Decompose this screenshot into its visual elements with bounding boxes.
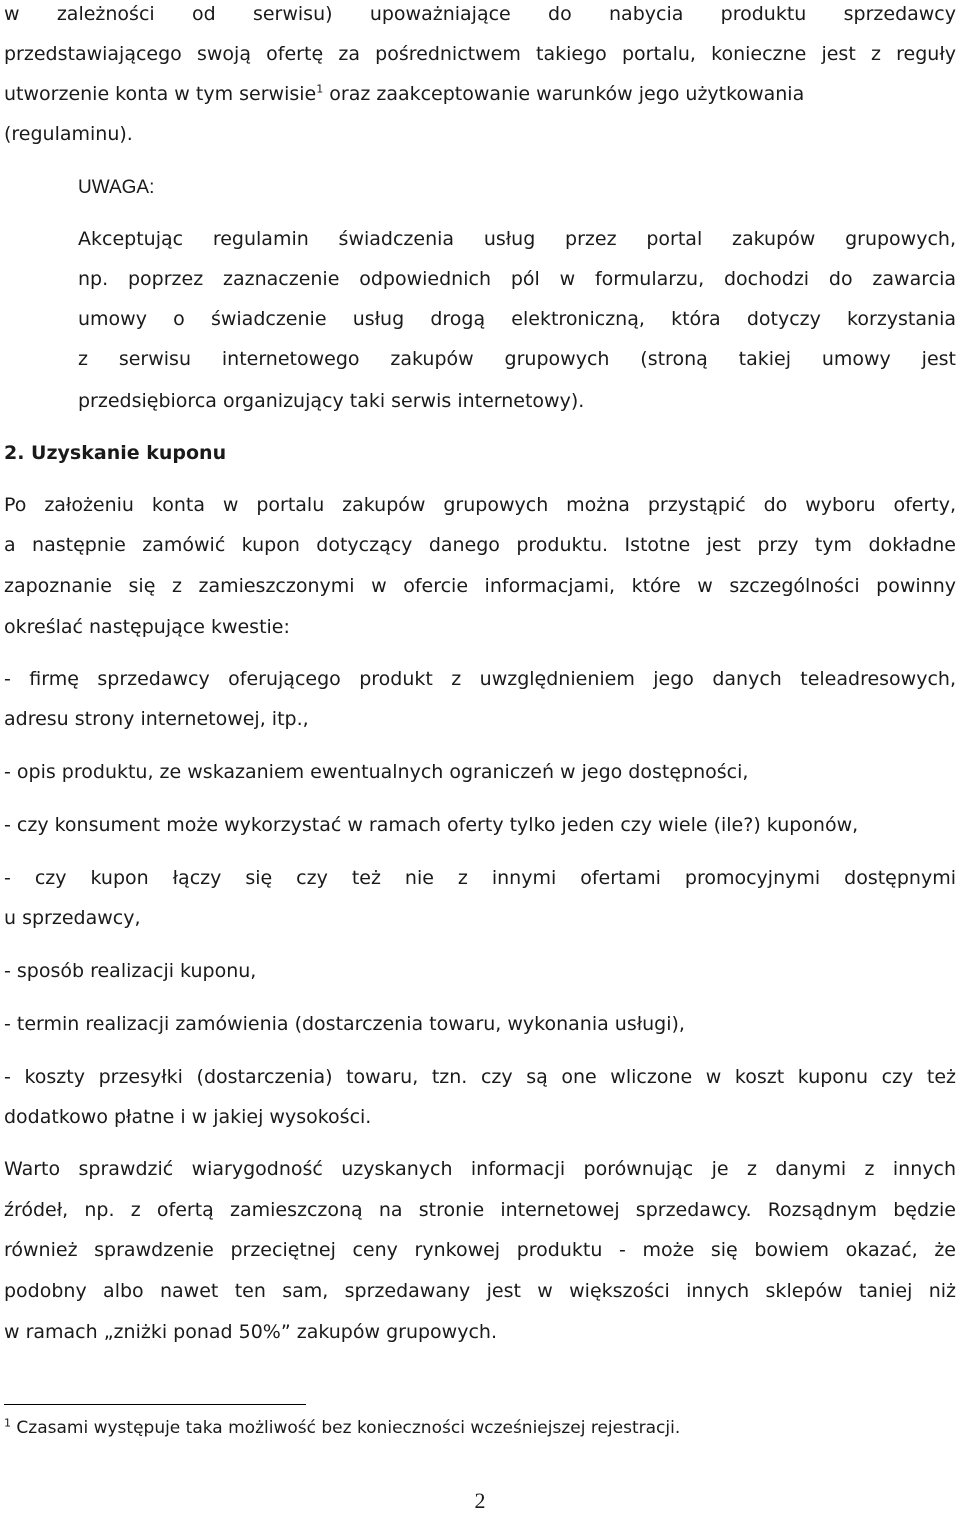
notice-line-2: np. poprzez zaznaczenie odpowiednich pól w formularzu, dochodzi do zawarcia <box>78 268 956 290</box>
bullet-1-line-2: adresu strony internetowej, itp., <box>4 708 309 730</box>
bullet-5: - sposób realizacji kuponu, <box>4 960 257 982</box>
page-number: 2 <box>474 1488 486 1513</box>
intro-line-4: (regulaminu). <box>4 123 133 145</box>
bullet-4-line-2: u sprzedawcy, <box>4 907 141 929</box>
bullet-7-line-1: - koszty przesyłki (dostarczenia) towaru, tzn. czy są one wliczone w koszt kuponu czy też <box>4 1066 956 1088</box>
para1-line-3: zapoznanie się z zamieszczonymi w ofercie informacjami, które w szczególności powinny <box>4 575 956 597</box>
notice-title: UWAGA: <box>78 177 155 198</box>
para2-line-5: w ramach „zniżki ponad 50%” zakupów grupowych. <box>4 1321 497 1343</box>
para2-line-2: źródeł, np. z ofertą zamieszczoną na stronie internetowej sprzedawcy. Rozsądnym będzie <box>4 1199 956 1221</box>
intro-line-2: przedstawiającego swoją ofertę za pośrednictwem takiego portalu, konieczne jest z reguły <box>4 43 956 65</box>
section-heading: 2. Uzyskanie kuponu <box>4 442 227 464</box>
intro-line-3 <box>4 82 960 106</box>
notice-line-3: umowy o świadczenie usług drogą elektroniczną, która dotyczy korzystania <box>78 308 956 330</box>
bullet-2: - opis produktu, ze wskazaniem ewentualnych ograniczeń w jego dostępności, <box>4 761 749 783</box>
para2-line-1: Warto sprawdzić wiarygodność uzyskanych informacji porównując je z danymi z innych <box>4 1158 956 1180</box>
para1-line-1: Po założeniu konta w portalu zakupów grupowych można przystąpić do wyboru oferty, <box>4 494 956 516</box>
notice-line-1: Akceptując regulamin świadczenia usług przez portal zakupów grupowych, <box>78 228 956 250</box>
footnote-separator <box>4 1404 306 1405</box>
notice-line-4: z serwisu internetowego zakupów grupowych (stroną takiej umowy jest <box>78 348 956 370</box>
intro-line-3-tail: oraz zaakceptowanie warunków jego użytkowania <box>323 83 805 105</box>
bullet-7-line-2: dodatkowo płatne i w jakiej wysokości. <box>4 1106 372 1128</box>
para2-line-4: podobny albo nawet ten sam, sprzedawany jest w większości innych sklepów taniej niż <box>4 1280 956 1302</box>
bullet-1-line-1: - firmę sprzedawcy oferującego produkt z uwzględnieniem jego danych teleadresowych, <box>4 668 956 690</box>
intro-line-1: w zależności od serwisu) upoważniające do nabycia produktu sprzedawcy <box>4 3 956 25</box>
para1-line-2: a następnie zamówić kupon dotyczący danego produktu. Istotne jest przy tym dokładne <box>4 534 956 556</box>
bullet-4-line-1: - czy kupon łączy się czy też nie z innymi ofertami promocyjnymi dostępnymi <box>4 867 956 889</box>
bullet-6: - termin realizacji zamówienia (dostarczenia towaru, wykonania usługi), <box>4 1013 685 1035</box>
footnote-reference: 1 <box>316 82 324 96</box>
para1-line-4: określać następujące kwestie: <box>4 616 290 638</box>
notice-line-5: przedsiębiorca organizujący taki serwis internetowy). <box>78 390 585 412</box>
bullet-3: - czy konsument może wykorzystać w ramach oferty tylko jeden czy wiele (ile?) kuponów, <box>4 814 859 836</box>
footnote <box>4 1418 680 1438</box>
intro-line-3-text: utworzenie konta w tym serwisie <box>4 83 317 105</box>
para2-line-3: również sprawdzenie przeciętnej ceny rynkowej produktu - może się bowiem okazać, że <box>4 1239 956 1261</box>
footnote-number: 1 <box>4 1416 11 1430</box>
footnote-text: Czasami występuje taka możliwość bez konieczności wcześniejszej rejestracji. <box>11 1418 681 1438</box>
